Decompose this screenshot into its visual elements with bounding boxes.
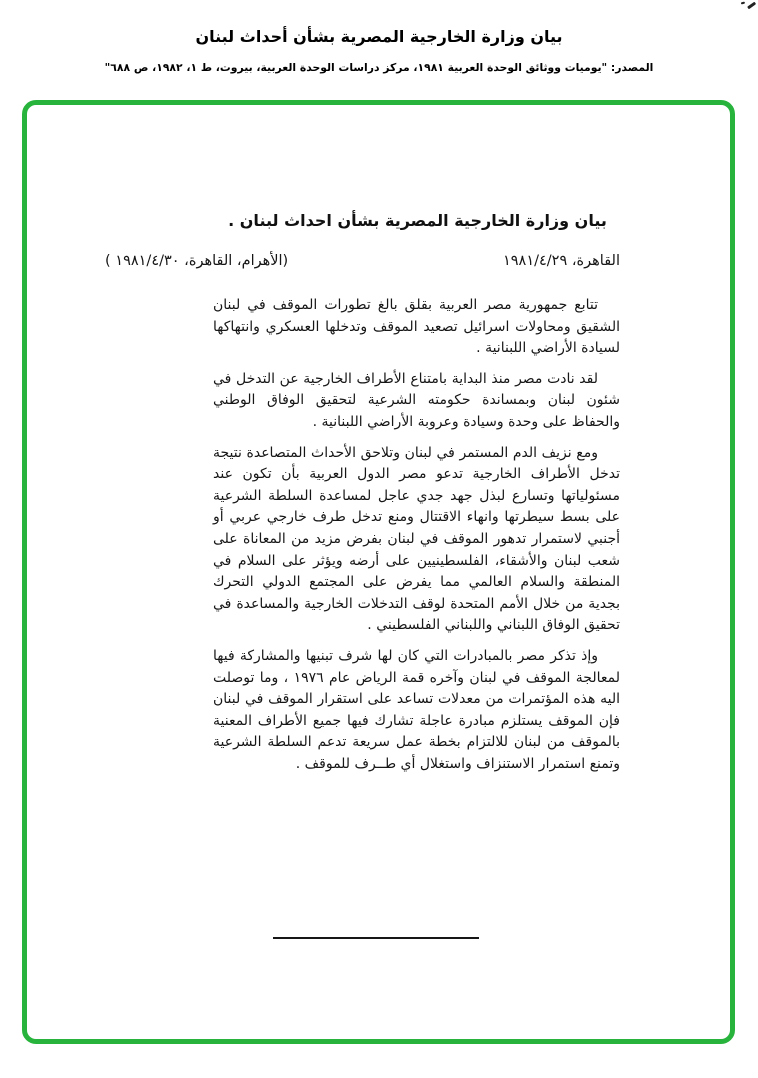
- paragraph: لقد نادت مصر منذ البداية بامتناع الأطراف الخارجية عن التدخل في شئون لبنان وبمساندة حكومته الشرعية لتحقيق الوفاق الوطني والحفاظ على وحدة وسيادة وعروبة الأراضي اللبنانية .: [213, 370, 620, 430]
- document-frame: [22, 100, 735, 1044]
- paragraph: وإذ تذكر مصر بالمبادرات التي كان لها شرف تبنيها والمشاركة فيها لمعالجة الموقف في لبنان وآخره قمة الرياض عام ١٩٧٦ ، وما توصلت اليه هذه المؤتمرات من معدلات تساعد على استقرار الموقف في لبنان فإن الموقف يستلزم مبادرة عاجلة تشارك فيها جميع الأطراف المعنية بالموقف من لبنان للالتزام بخطة عمل سريعة تدعم السلطة الشرعية وتمنع استمرار الاستنزاف واستغلال أي طــرف للموقف .: [213, 647, 620, 772]
- source-citation: المصدر: "يوميات ووثائق الوحدة العربية ١٩٨١، مركز دراسات الوحدة العربية، بيروت، ط ١، ١٩٨٢، ص ٦٨٨": [104, 61, 654, 74]
- statement-body: [213, 295, 620, 775]
- dateline-city-date: القاهرة، ١٩٨١/٤/٢٩: [502, 253, 620, 269]
- statement-title: بيان وزارة الخارجية المصرية بشأن احداث لبنان .: [228, 211, 607, 230]
- dateline-newspaper-ref: (الأهرام، القاهرة، ١٩٨١/٤/٣٠ ): [105, 253, 289, 269]
- dateline-row: [105, 253, 620, 269]
- paragraph: تتابع جمهورية مصر العربية بقلق بالغ تطورات الموقف في لبنان الشقيق ومحاولات اسرائيل تصعيد الموقف وتدخلها العسكري وانتهاكها لسيادة الأراضي اللبنانية .: [213, 297, 620, 357]
- end-divider-rule: [273, 937, 479, 939]
- paragraph: ومع نزيف الدم المستمر في لبنان وتلاحق الأحداث المتصاعدة نتيجة تدخل الأطراف الخارجية تدعو مصر الدول العربية بأن تكون عند مسئولياتها وتسارع لبذل جهد جدي عاجل لمساعدة السلطة الشرعية على بسط سيطرتها وانهاء الاقتتال ومنع تدخل طرف خارجي عربي أو أجنبي لاستمرار تدهور الموقف في لبنان بفرض مزيد من المعاناة على شعب لبنان والأشقاء، الفلسطينيين على أرضه ويؤثر على السلام في المنطقة والسلام العالمي مما يفرض على المجتمع الدولي التحرك بجدية من خلال الأمم المتحدة لوقف التدخلات الخارجية والمساعدة في تحقيق الوفاق اللبناني واللبناني الفلسطيني .: [213, 444, 620, 634]
- scan-artifact-mark: [740, 1, 756, 13]
- page-title: بيان وزارة الخارجية المصرية بشأن أحداث لبنان: [195, 27, 563, 46]
